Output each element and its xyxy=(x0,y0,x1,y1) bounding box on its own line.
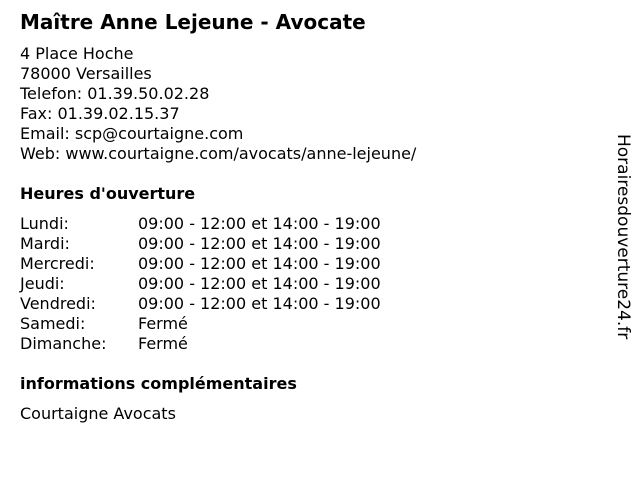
day-label: Jeudi: xyxy=(20,274,65,293)
hours-value: 09:00 - 12:00 et 14:00 - 19:00 xyxy=(138,274,381,293)
hours-value: 09:00 - 12:00 et 14:00 - 19:00 xyxy=(138,254,381,273)
hours-value: 09:00 - 12:00 et 14:00 - 19:00 xyxy=(138,234,381,253)
day-label: Vendredi: xyxy=(20,294,96,313)
hours-value: Fermé xyxy=(138,334,188,353)
hours-value: 09:00 - 12:00 et 14:00 - 19:00 xyxy=(138,294,381,313)
site-brand-watermark xyxy=(613,134,633,346)
day-label: Samedi: xyxy=(20,314,86,333)
additional-info-text: Courtaigne Avocats xyxy=(20,404,176,423)
hours-value: Fermé xyxy=(138,314,188,333)
city-address: 78000 Versailles xyxy=(20,64,152,83)
phone-number: Telefon: 01.39.50.02.28 xyxy=(20,84,210,103)
fax-number: Fax: 01.39.02.15.37 xyxy=(20,104,180,123)
additional-info-heading: informations complémentaires xyxy=(20,374,297,393)
day-label: Mercredi: xyxy=(20,254,95,273)
site-brand-text: Horairesdouverture24.fr xyxy=(613,134,633,340)
day-label: Mardi: xyxy=(20,234,70,253)
hours-value: 09:00 - 12:00 et 14:00 - 19:00 xyxy=(138,214,381,233)
day-label: Dimanche: xyxy=(20,334,107,353)
email-address: Email: scp@courtaigne.com xyxy=(20,124,244,143)
opening-hours-heading: Heures d'ouverture xyxy=(20,184,196,203)
street-address: 4 Place Hoche xyxy=(20,44,134,63)
contact-block xyxy=(20,44,416,164)
day-label: Lundi: xyxy=(20,214,69,233)
page-title: Maître Anne Lejeune - Avocate xyxy=(20,10,366,34)
website-url: Web: www.courtaigne.com/avocats/anne-lejeune/ xyxy=(20,144,417,163)
